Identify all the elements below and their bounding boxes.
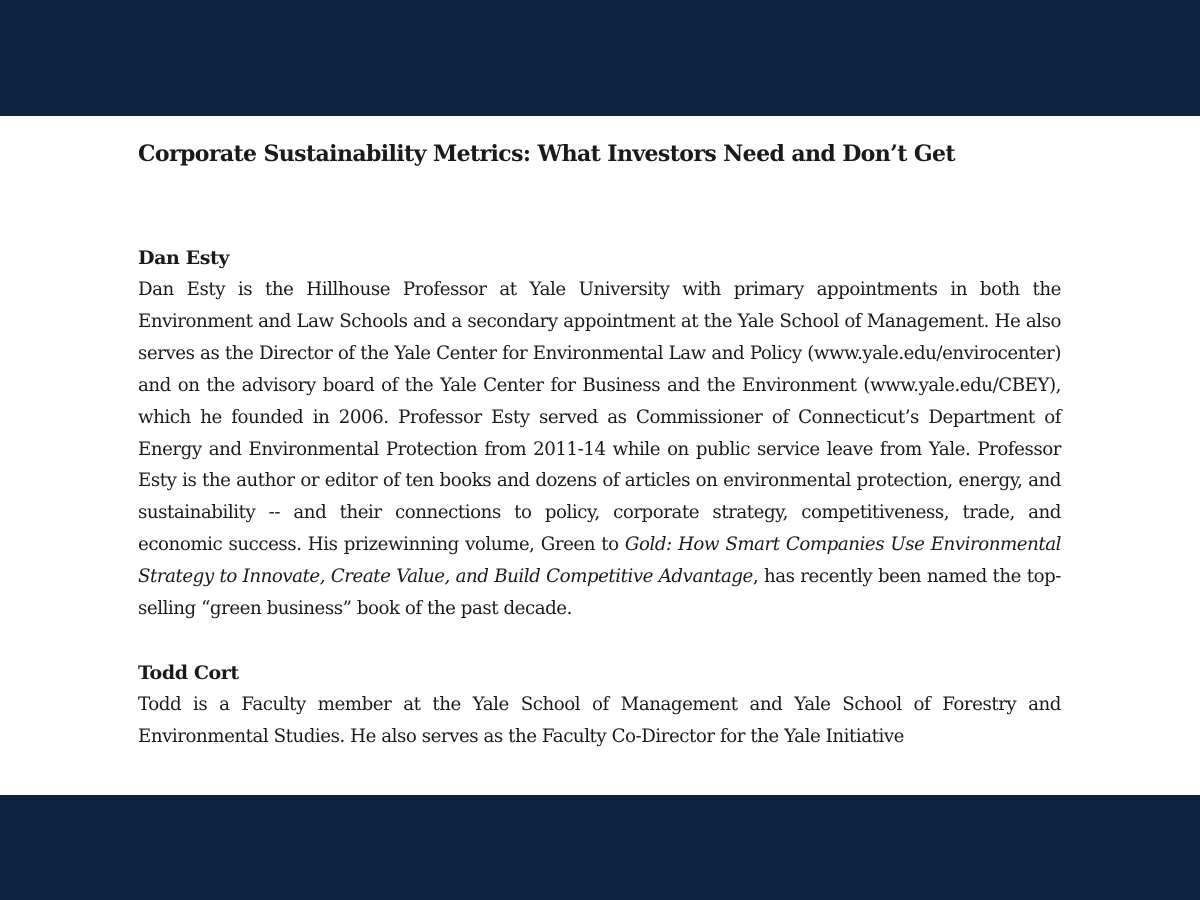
book-title: Gold: How Smart Companies Use Environmental Strategy to Innovate, Create Value, and Build Competitive Advantage [138,534,1061,588]
bio-text-esty-part2: , has recently been named the top-selling “green business” book of the past decade. [138,566,1061,620]
top-dark-band [0,0,1200,116]
bio-section-cort [138,657,1061,753]
bio-name-cort: Todd Cort [138,661,239,684]
document-content [138,138,1061,785]
bio-text-esty-part1: Dan Esty is the Hillhouse Professor at Yale University with primary appointments in both the Environment and Law Schools and a secondary appointment at the Yale School of Management. He also serves as the Director of the Yale Center for Environmental Law and Policy (www.yale.edu/envirocenter) and on the advisory board of the Yale Center for Business and the Environment (www.yale.edu/CBEY), which he founded in 2006. Professor Esty served as Commissioner of Connecticut’s Department of Energy and Environmental Protection from 2011-14 while on public service leave from Yale. Professor Esty is the author or editor of ten books and dozens of articles on environmental protection, energy, and sustainability -- and their connections to policy, corporate strategy, competitiveness, trade, and economic success. His prizewinning volume, Green to [138,279,1061,556]
bio-text-esty [138,274,1061,625]
bottom-dark-band [0,795,1200,900]
bio-name-esty: Dan Esty [138,247,230,269]
bio-text-cort: Todd is a Faculty member at the Yale School of Management and Yale School of Forestry and Environmental Studies. He also serves as the Faculty Co-Director for the Yale Initiative [138,693,1061,747]
document-page [0,116,1200,795]
document-title: Corporate Sustainability Metrics: What Investors Need and Don’t Get [138,141,955,167]
bio-section-esty [138,242,1061,625]
